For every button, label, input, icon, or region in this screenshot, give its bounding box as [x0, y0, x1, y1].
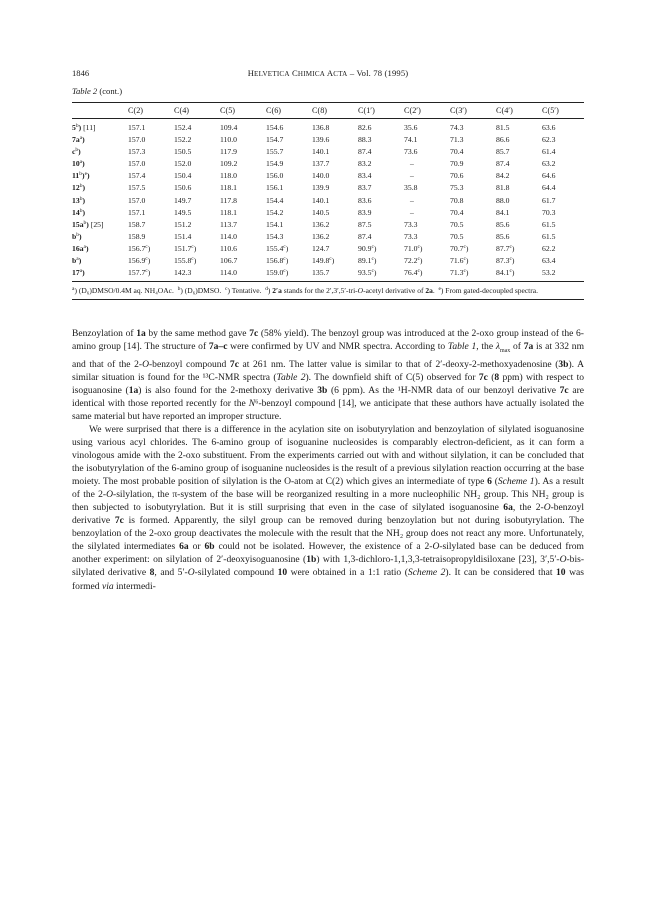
table-cell: 157.5	[128, 183, 146, 193]
table-cell: 114.0	[220, 268, 238, 278]
table-cell: –	[410, 159, 414, 169]
table-cell: 61.5	[542, 231, 556, 241]
table-cell: 117.8	[220, 195, 238, 205]
table-cell: 140.1	[312, 195, 330, 205]
column-header: C(2′)	[404, 106, 421, 115]
table-cell: 64.6	[542, 171, 556, 181]
compound-label: $b^a$)	[72, 256, 82, 266]
table-row	[72, 146, 584, 158]
table-cell: –	[410, 171, 414, 181]
table-cell: 156.8$^c$)	[266, 256, 289, 266]
compound-label: $16a^a$)	[72, 243, 89, 253]
table-cell: 82.6	[358, 123, 372, 132]
table-cell: 149.8$^c$)	[312, 256, 335, 266]
compound-label: $b^b$)	[72, 231, 82, 241]
table-cell: 149.5	[174, 207, 192, 217]
table-cell: 157.1	[128, 123, 146, 132]
table-row	[72, 170, 584, 182]
table-cell: 73.3	[404, 231, 418, 241]
table-header-row	[72, 103, 584, 119]
table-cell: 87.4	[496, 159, 510, 169]
table-cell: –	[410, 195, 414, 205]
table-cell: 70.4	[450, 147, 464, 157]
table-cell: 156.1	[266, 183, 284, 193]
table-cell: 136.2	[312, 219, 330, 229]
table-cell: 93.5$^c$)	[358, 268, 377, 278]
table-row	[72, 134, 584, 146]
table-cell: 70.8	[450, 195, 464, 205]
compound-label: 13$^b$)	[72, 195, 85, 205]
table-cell: 154.4	[266, 195, 284, 205]
table-cell: 159.0$^c$)	[266, 268, 289, 278]
table-cell: 84.1	[496, 207, 510, 217]
table-cell: 117.9	[220, 147, 238, 157]
table-cell: 152.2	[174, 135, 192, 145]
table-cell: 156.9$^c$)	[128, 256, 151, 266]
table-cell: 70.7$^c$)	[450, 243, 469, 253]
table-cell: 150.5	[174, 147, 192, 157]
table-cell: 71.6$^c$)	[450, 256, 469, 266]
table-cell: 70.6	[450, 171, 464, 181]
table-cell: 157.0	[128, 195, 146, 205]
table-cell: 135.7	[312, 268, 330, 278]
table-caption: Table 2 (cont.)	[72, 86, 123, 96]
table-row	[72, 231, 584, 243]
table-cell: 140.5	[312, 207, 330, 217]
table-cell: 154.2	[266, 207, 284, 217]
table-cell: 87.5	[358, 219, 372, 229]
table-cell: 75.3	[450, 183, 464, 193]
table-cell: 118.1	[220, 183, 238, 193]
column-header: C(4)	[174, 106, 190, 115]
table-cell: 87.4	[358, 231, 372, 241]
table-cell: 157.0	[128, 135, 146, 145]
column-header: C(5′)	[542, 106, 559, 115]
table-cell: 110.6	[220, 243, 238, 253]
table-cell: 71.3	[450, 135, 464, 145]
table-cell: 87.4	[358, 147, 372, 157]
table-cell: 139.6	[312, 135, 330, 145]
table-cell: 158.9	[128, 231, 146, 241]
table-cell: 85.6	[496, 219, 510, 229]
column-header: C(1′)	[358, 106, 375, 115]
table-cell: 71.0$^c$)	[404, 243, 423, 253]
table-cell: 151.2	[174, 219, 192, 229]
table-cell: 89.1$^c$)	[358, 256, 377, 266]
journal-title: HELVETICA CHIMICA ACTA – Vol. 78 (1995)	[247, 68, 409, 78]
table-cell: 142.3	[174, 268, 192, 278]
table-cell: 83.6	[358, 195, 372, 205]
table-cell: 63.4	[542, 256, 556, 266]
table-row	[72, 207, 584, 219]
table-cell: 84.1$^c$)	[496, 268, 515, 278]
table-cell: 73.6	[404, 147, 418, 157]
table-cell: 61.5	[542, 219, 556, 229]
table-cell: 114.0	[220, 231, 238, 241]
table-cell: 140.1	[312, 147, 330, 157]
table-cell: 70.4	[450, 207, 464, 217]
table-cell: 152.0	[174, 159, 192, 169]
table-cell: 70.5	[450, 219, 464, 229]
table-cell: 83.7	[358, 183, 372, 193]
table-cell: 154.1	[266, 219, 284, 229]
table-cell: 109.4	[220, 123, 238, 132]
table-cell: 53.2	[542, 268, 556, 278]
table-cell: 124.7	[312, 243, 330, 253]
table-cell: 113.7	[220, 219, 238, 229]
compound-label: 5$^b$) [11]	[72, 123, 96, 132]
table-cell: 62.2	[542, 243, 556, 253]
table-cell: 110.0	[220, 135, 238, 145]
table-cell: 118.0	[220, 171, 238, 181]
table-cell: 74.1	[404, 135, 418, 145]
table-row	[72, 219, 584, 231]
table-cell: 155.8$^c$)	[174, 256, 197, 266]
compound-label: $15a^b$) [25]	[72, 219, 104, 229]
table-cell: 83.4	[358, 171, 372, 181]
table-cell: 157.4	[128, 171, 146, 181]
table-cell: 85.7	[496, 147, 510, 157]
table-cell: 150.4	[174, 171, 192, 181]
column-header: C(4′)	[496, 106, 513, 115]
table-cell: 61.7	[542, 195, 556, 205]
table-cell: 118.1	[220, 207, 238, 217]
compound-label: 17$^a$)	[72, 268, 85, 278]
footnote-d-compound: 2′a	[272, 286, 282, 296]
table-cell: 137.7	[312, 159, 330, 169]
table-body	[72, 119, 584, 282]
table-cell: 88.0	[496, 195, 510, 205]
table-cell: 154.7	[266, 135, 284, 145]
page	[72, 68, 584, 593]
table-cell: 151.4	[174, 231, 192, 241]
table-cell: 76.4$^c$)	[404, 268, 423, 278]
table-cell: 149.7	[174, 195, 192, 205]
nmr-table	[72, 102, 584, 282]
table-cell: 35.6	[404, 123, 418, 132]
table-cell: 83.2	[358, 159, 372, 169]
table-row	[72, 243, 584, 255]
table-cell: 156.7$^c$)	[128, 243, 151, 253]
table-cell: 83.9	[358, 207, 372, 217]
table-footnotes: $^a$) (D₆)DMSO/0.4M aq. NH₄OAc. $^b$) (D₆)DMSO. $^c$) Tentative. $^d$) 2′a stands for the 2′,3′,5′-tri-O-acetyl derivative of 2a. $^e$) From gated-decoupled spectra.	[72, 285, 584, 300]
table-cell: 106.7	[220, 256, 238, 266]
footnote-d: stands for the 2′,3′,5′-tri-O-acetyl derivative of	[281, 286, 426, 296]
table-cell: 136.2	[312, 231, 330, 241]
table-cell: 154.6	[266, 123, 284, 132]
column-header: C(2)	[128, 106, 144, 115]
footnote-a: (D₆)DMSO/0.4M aq. NH₄OAc.	[78, 286, 174, 296]
table-cell: 85.6	[496, 231, 510, 241]
table-cell: 157.7$^c$)	[128, 268, 151, 278]
table-cell: 154.9	[266, 159, 284, 169]
column-header-compound	[72, 103, 128, 119]
compound-label: 10$^a$)	[72, 159, 85, 169]
table-row	[72, 182, 584, 194]
table-cell: 64.4	[542, 183, 556, 193]
table-cell: 151.7$^c$)	[174, 243, 197, 253]
running-head	[72, 68, 584, 82]
table-cell: 87.7$^c$)	[496, 243, 515, 253]
table-cell: 63.2	[542, 159, 556, 169]
table-cell: 70.3	[542, 207, 556, 217]
table-cell: 63.6	[542, 123, 556, 132]
table-row	[72, 267, 584, 282]
table-row	[72, 195, 584, 207]
footnote-e: From gated-decoupled spectra.	[445, 286, 538, 296]
column-header: C(6)	[266, 106, 282, 115]
table-cell: 81.8	[496, 183, 510, 193]
table-cell: 158.7	[128, 219, 146, 229]
table-row	[72, 255, 584, 267]
table-cell: 86.6	[496, 135, 510, 145]
compound-label: $c^b$)	[72, 147, 81, 157]
table-cell: 150.6	[174, 183, 192, 193]
table-cell: 81.5	[496, 123, 510, 132]
table-cell: 72.2$^c$)	[404, 256, 423, 266]
table-cell: 71.3$^c$)	[450, 268, 469, 278]
compound-label: 11$^b$)$^e$)	[72, 171, 90, 181]
footnote-b: (D₆)DMSO.	[184, 286, 222, 296]
table-cell: 70.9	[450, 159, 464, 169]
table-row	[72, 119, 584, 135]
column-header: C(5)	[220, 106, 236, 115]
column-header: C(8)	[312, 106, 328, 115]
table-cell: 136.8	[312, 123, 330, 132]
table-cell: 157.1	[128, 207, 146, 217]
table-cell: 109.2	[220, 159, 238, 169]
table-cell: 84.2	[496, 171, 510, 181]
table-cell: 61.4	[542, 147, 556, 157]
compound-label: 12$^b$)	[72, 183, 85, 193]
table-cell: –	[410, 207, 414, 217]
compound-label: 14$^b$)	[72, 207, 85, 217]
table-cell: 155.7	[266, 147, 284, 157]
table-cell: 157.0	[128, 159, 146, 169]
table-cell: 62.3	[542, 135, 556, 145]
table-cell: 152.4	[174, 123, 192, 132]
table-cell: 70.5	[450, 231, 464, 241]
table-cell: 157.3	[128, 147, 146, 157]
table-cell: 73.3	[404, 219, 418, 229]
table-cell: 154.3	[266, 231, 284, 241]
table-cell: 90.9$^c$)	[358, 243, 377, 253]
table-cell: 88.3	[358, 135, 372, 145]
table-row	[72, 158, 584, 170]
page-number: 1846	[72, 68, 90, 78]
table-cell: 140.0	[312, 171, 330, 181]
table-cell: 155.4$^c$)	[266, 243, 289, 253]
footnote-c: Tentative.	[231, 286, 262, 296]
table-cell: 74.3	[450, 123, 464, 132]
paragraph-2: We were surprised that there is a difference in the acylation site on isobutyrylation and benzoylation of silylated isoguanosine using various acyl chlorides. The 6-amino group of isoguanine nucleosides is comparably electron-deficient, as it can form a vinologous amide with the 2-oxo substituent. From the experiments carried out with and without silylation, it can be concluded that the isobutyrylation of the 6-amino group of isoguanine nucleosides is the result of a previous silylation reaction occurring at the base moiety. The most probable position of silylation is the O-atom at C(2) which gives an intermediate of type 6 (Scheme 1). As a result of the 2-O-silylation, the π-system of the base will be reorganized resulting in a more nucleophilic NH₂ group. This NH₂ group is then subjected to isobutyrylation. But it is still surprising that even in the case of silylated isoguanosine 6a, the 2-O-benzoyl derivative 7c is formed. Apparently, the silyl group can be removed during benzoylation but not during isobutyrylation. The benzoylation of the 2-oxo group deactivates the molecule with the result that the NH₂ group does not react any more. Unfortunately, the silylated intermediates 6a or 6b could not be isolated. However, the existence of a 2-O-silylated base can be deduced from another experiment: on silylation of 2′-deoxyisoguanosine (1b) with 1,3-dichloro-1,1,3,3-tetraisopropyldisiloxane [23], 3′,5′-O-bis-silylated derivative 8, and 5′-O-silylated compound 10 were obtained in a 1:1 ratio (Scheme 2). It can be considered that 10 was formed via intermedi-	[72, 423, 585, 592]
compound-label: $7a^a$)	[72, 135, 85, 145]
paragraph-1: Benzoylation of 1a by the same method gave 7c (58% yield). The benzoyl group was introduced at the 2-oxo group instead of the 6-amino group [14]. The structure of 7a–c were confirmed by UV and NMR spectra. According to Table 1, the $\lambda_{max}$ of 7a is at 332 nm and that of the 2-O-benzoyl compound 7c at 261 nm. The latter value is similar to that of 2′-deoxy-2-methoxyadenosine (3b). A similar situation is found for the ¹³C-NMR spectra (Table 2). The downfield shift of C(5) observed for 7c (8 ppm) with respect to isoguanosine (1a) is also found for the 2-methoxy derivative 3b (6 ppm). As the ¹H-NMR data of our benzoyl derivative 7c are identical with those reported recently for the N⁶-benzoyl compound [14], we anticipate that these authors have actually isolated the same material but have reported an improper structure.	[72, 327, 585, 422]
body-text	[72, 327, 584, 593]
table-cell: 87.3$^c$)	[496, 256, 515, 266]
table-cell: 156.0	[266, 171, 284, 181]
table-cell: 35.8	[404, 183, 418, 193]
table-cell: 139.9	[312, 183, 330, 193]
column-header: C(3′)	[450, 106, 467, 115]
